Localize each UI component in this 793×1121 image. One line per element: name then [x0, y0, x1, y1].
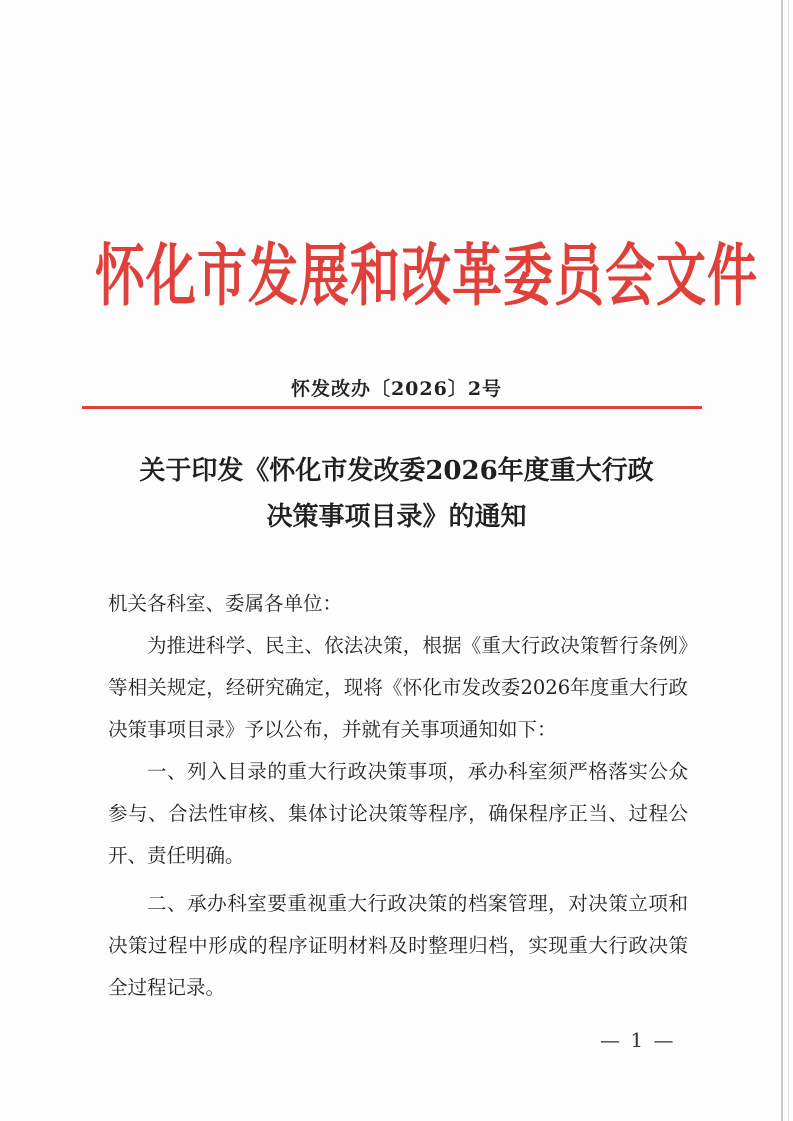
- document-header-title: 怀化市发展和改革委员会文件: [95, 236, 758, 316]
- notice-title-line-1: 关于印发《怀化市发改委2026年度重大行政: [139, 456, 654, 486]
- body-paragraph-item-1: 一、列入目录的重大行政决策事项，承办科室须严格落实公众参与、合法性审核、集体讨论决策等程序，确保程序正当、过程公开、责任明确。: [108, 760, 688, 867]
- scan-edge-line-secondary: [788, 0, 789, 1121]
- notice-title: [100, 448, 693, 540]
- notice-title-line-2: 决策事项目录》的通知: [266, 502, 527, 532]
- document-number: 怀发改办〔2026〕2号: [290, 378, 503, 400]
- notice-body: [108, 583, 688, 1009]
- page-number: — 1 —: [600, 1028, 676, 1052]
- salutation: 机关各科室、委属各单位：: [108, 592, 343, 615]
- scan-edge-line: [781, 0, 783, 1121]
- body-paragraph-item-2: 二、承办科室要重视重大行政决策的档案管理，对决策立项和决策过程中形成的程序证明材料及时整理归档，实现重大行政决策全过程记录。: [108, 892, 688, 999]
- body-paragraph-intro: 为推进科学、民主、依法决策，根据《重大行政决策暂行条例》等相关规定，经研究确定，现将《怀化市发改委2026年度重大行政决策事项目录》予以公布，并就有关事项通知如下：: [108, 634, 688, 741]
- header-red-rule: [82, 406, 702, 409]
